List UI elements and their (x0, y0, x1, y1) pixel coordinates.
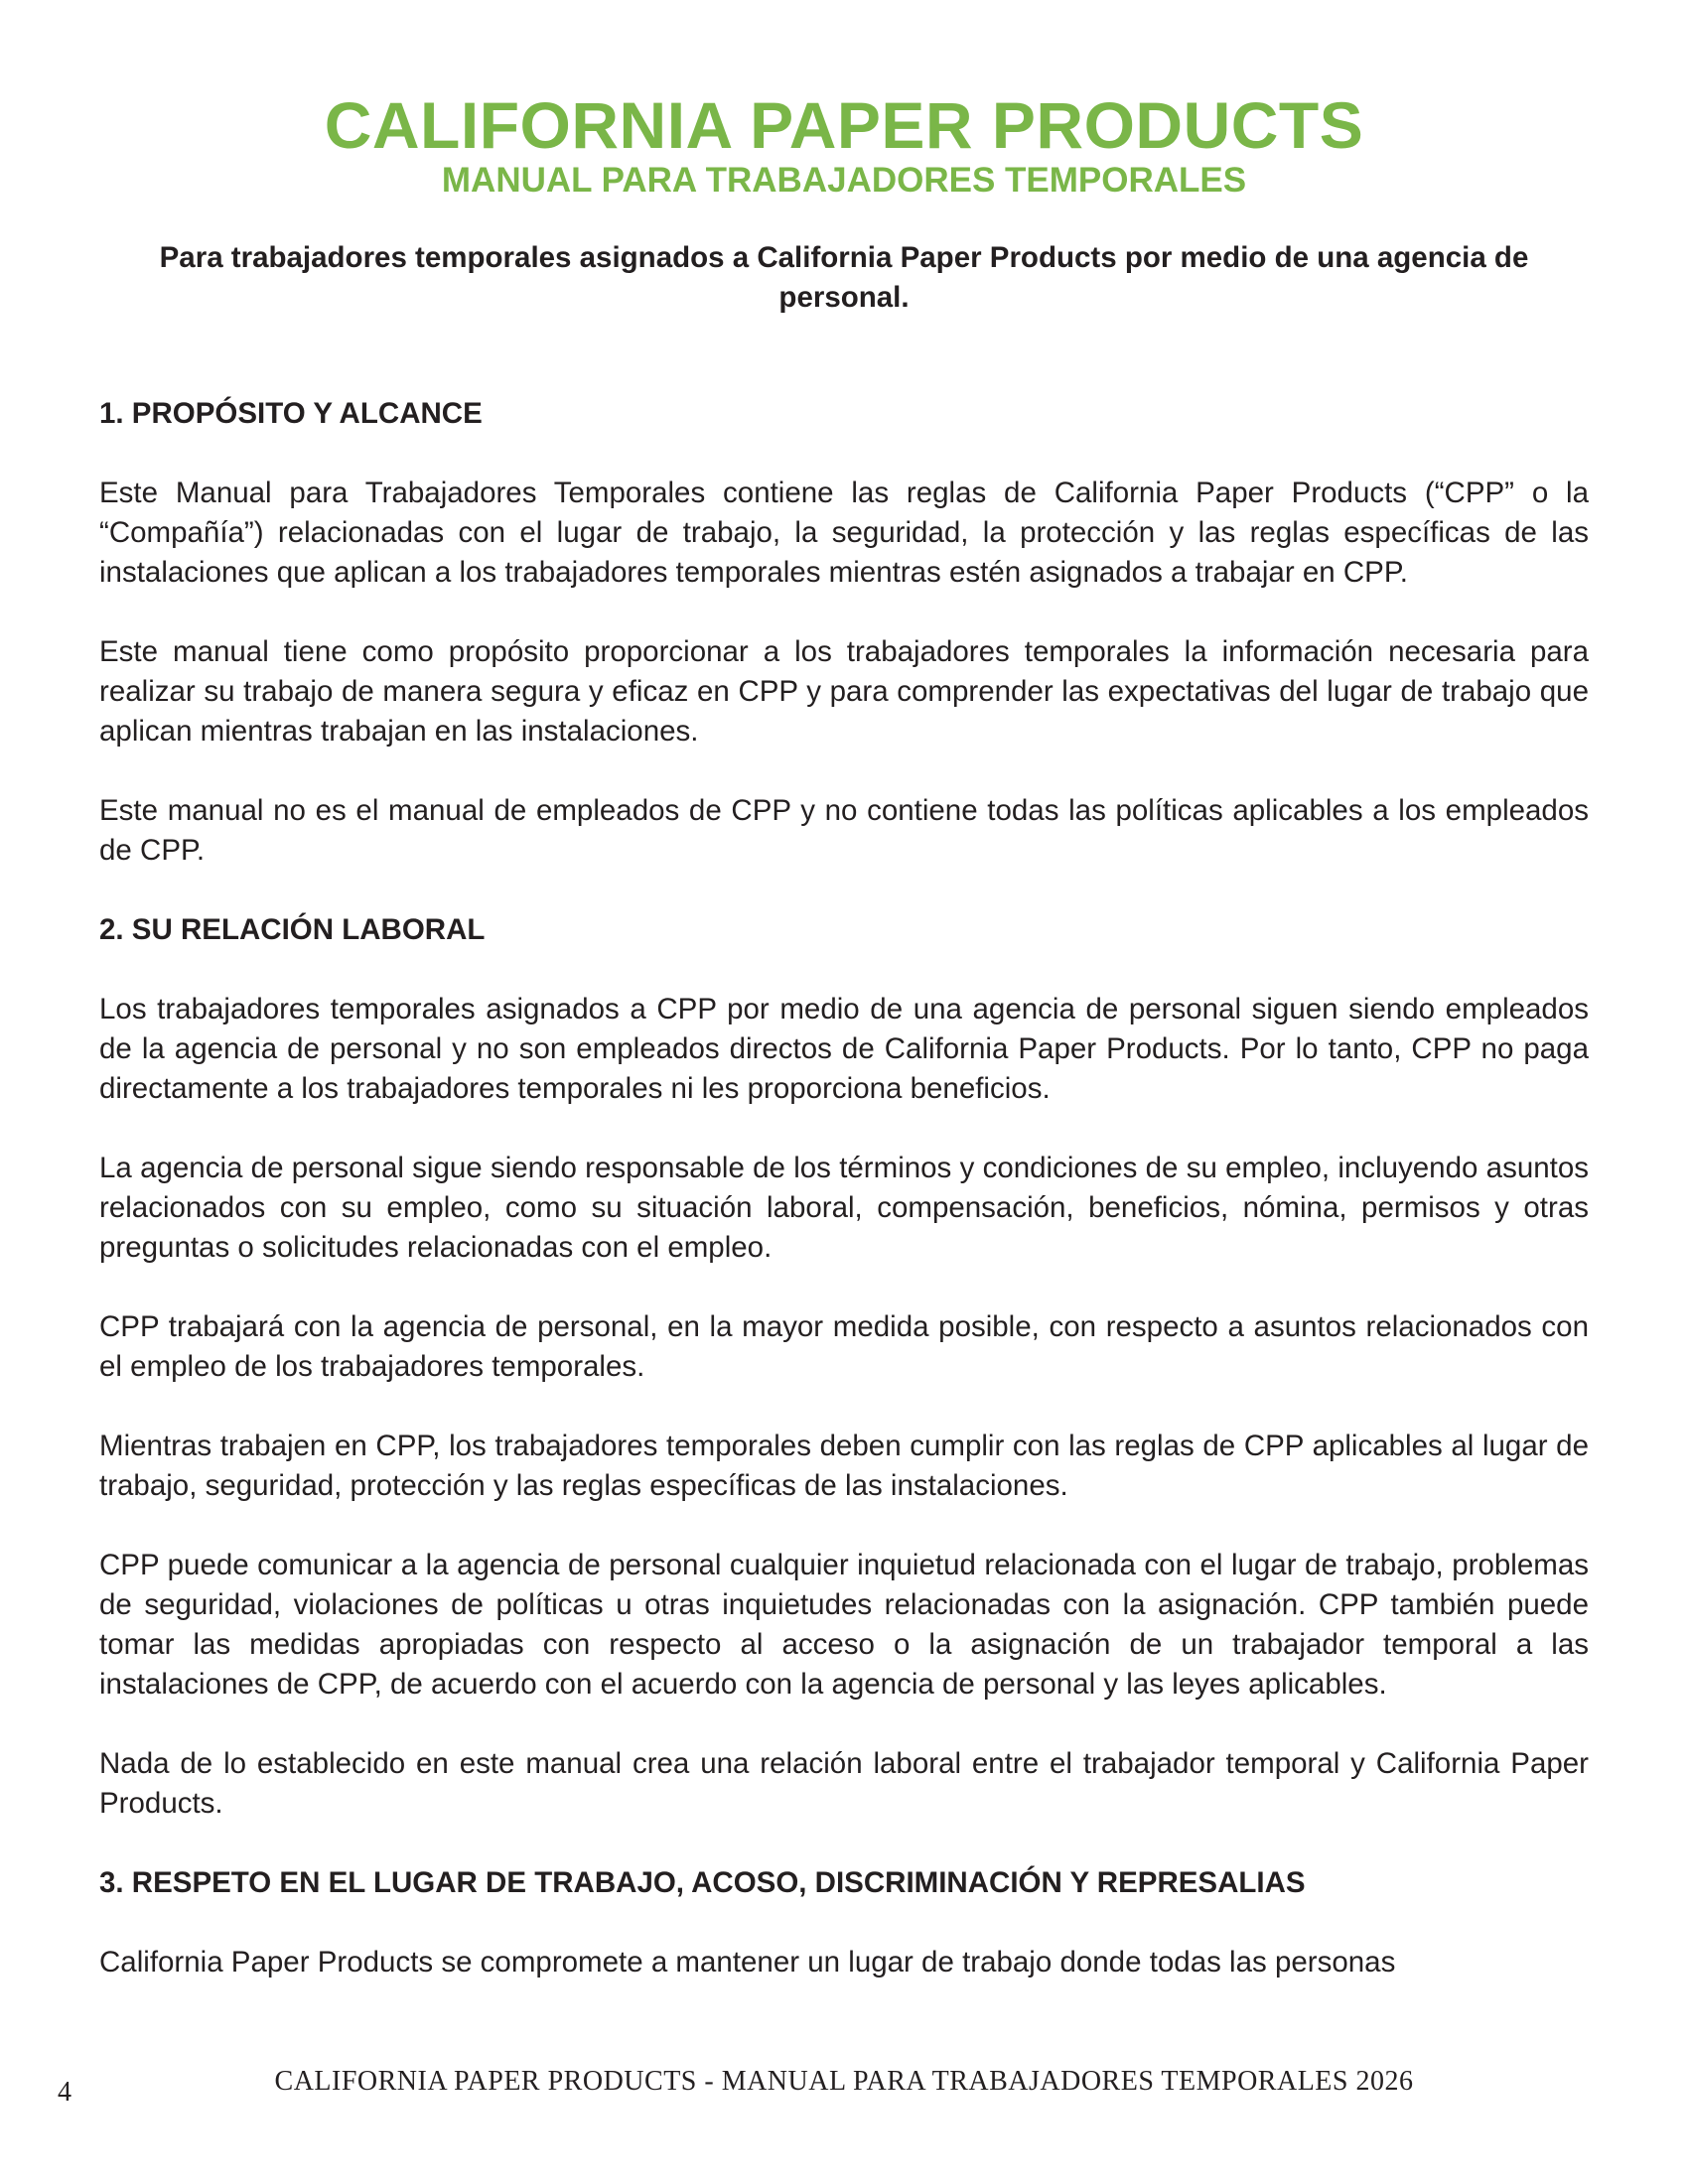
paragraph: CPP trabajará con la agencia de personal, en la mayor medida posible, con respecto a asuntos relacionados con el empleo de los trabajadores temporales. (99, 1310, 1589, 1383)
paragraph: Este manual no es el manual de empleados de CPP y no contiene todas las políticas aplicables a los empleados de CPP. (99, 794, 1589, 867)
paragraph: Este Manual para Trabajadores Temporales contiene las reglas de California Paper Products (“CPP” o la “Compañía”) relacionadas con el lugar de trabajo, la seguridad, la protección y las reglas específicas de las instalaciones que aplican a los trabajadores temporales mientras estén asignados a trabajar en CPP. (99, 477, 1589, 589)
paragraph: California Paper Products se compromete a mantener un lugar de trabajo donde todas las personas (99, 1946, 1396, 1979)
paragraph: Los trabajadores temporales asignados a CPP por medio de una agencia de personal siguen siendo empleados de la agencia de personal y no son empleados directos de California Paper Products. Por lo tanto, CPP no paga directamente a los trabajadores temporales ni les proporciona beneficios. (99, 993, 1589, 1105)
section-purpose-scope (99, 394, 1589, 871)
page-number: 4 (58, 2077, 71, 2108)
paragraph: Nada de lo establecido en este manual crea una relación laboral entre el trabajador temporal y California Paper Products. (99, 1747, 1589, 1820)
intro-statement: Para trabajadores temporales asignados a California Paper Products por medio de una agencia de personal. (159, 241, 1529, 314)
document-subtitle: MANUAL PARA TRABAJADORES TEMPORALES (441, 161, 1247, 200)
section-heading: 2. SU RELACIÓN LABORAL (99, 913, 486, 946)
paragraph: Mientras trabajen en CPP, los trabajadores temporales deben cumplir con las reglas de CPP aplicables al lugar de trabajo, seguridad, protección y las reglas específicas de las instalaciones. (99, 1430, 1589, 1502)
section-heading: 3. RESPETO EN EL LUGAR DE TRABAJO, ACOSO, DISCRIMINACIÓN Y REPRESALIAS (99, 1866, 1306, 1899)
paragraph: Este manual tiene como propósito proporcionar a los trabajadores temporales la información necesaria para realizar su trabajo de manera segura y eficaz en CPP y para comprender las expectativas del lugar de trabajo que aplican mientras trabajan en las instalaciones. (99, 635, 1589, 748)
paragraph: La agencia de personal sigue siendo responsable de los términos y condiciones de su empleo, incluyendo asuntos relacionados con su empleo, como su situación laboral, compensación, beneficios, nómina, permisos y otras preguntas o solicitudes relacionadas con el empleo. (99, 1152, 1589, 1264)
section-workplace-respect (99, 1863, 1589, 1982)
document-title: CALIFORNIA PAPER PRODUCTS (324, 88, 1364, 162)
section-heading: 1. PROPÓSITO Y ALCANCE (99, 397, 483, 430)
section-employment-relationship (99, 910, 1589, 1824)
document-body (99, 394, 1589, 1982)
page-footer: CALIFORNIA PAPER PRODUCTS - MANUAL PARA TRABAJADORES TEMPORALES 2026 (274, 2066, 1414, 2097)
paragraph: CPP puede comunicar a la agencia de personal cualquier inquietud relacionada con el lugar de trabajo, problemas de seguridad, violaciones de políticas u otras inquietudes relacionadas con la asignación. CPP también puede tomar las medidas apropiadas con respecto al acceso o la asignación de un trabajador temporal a las instalaciones de CPP, de acuerdo con el acuerdo con la agencia de personal y las leyes aplicables. (99, 1549, 1589, 1701)
